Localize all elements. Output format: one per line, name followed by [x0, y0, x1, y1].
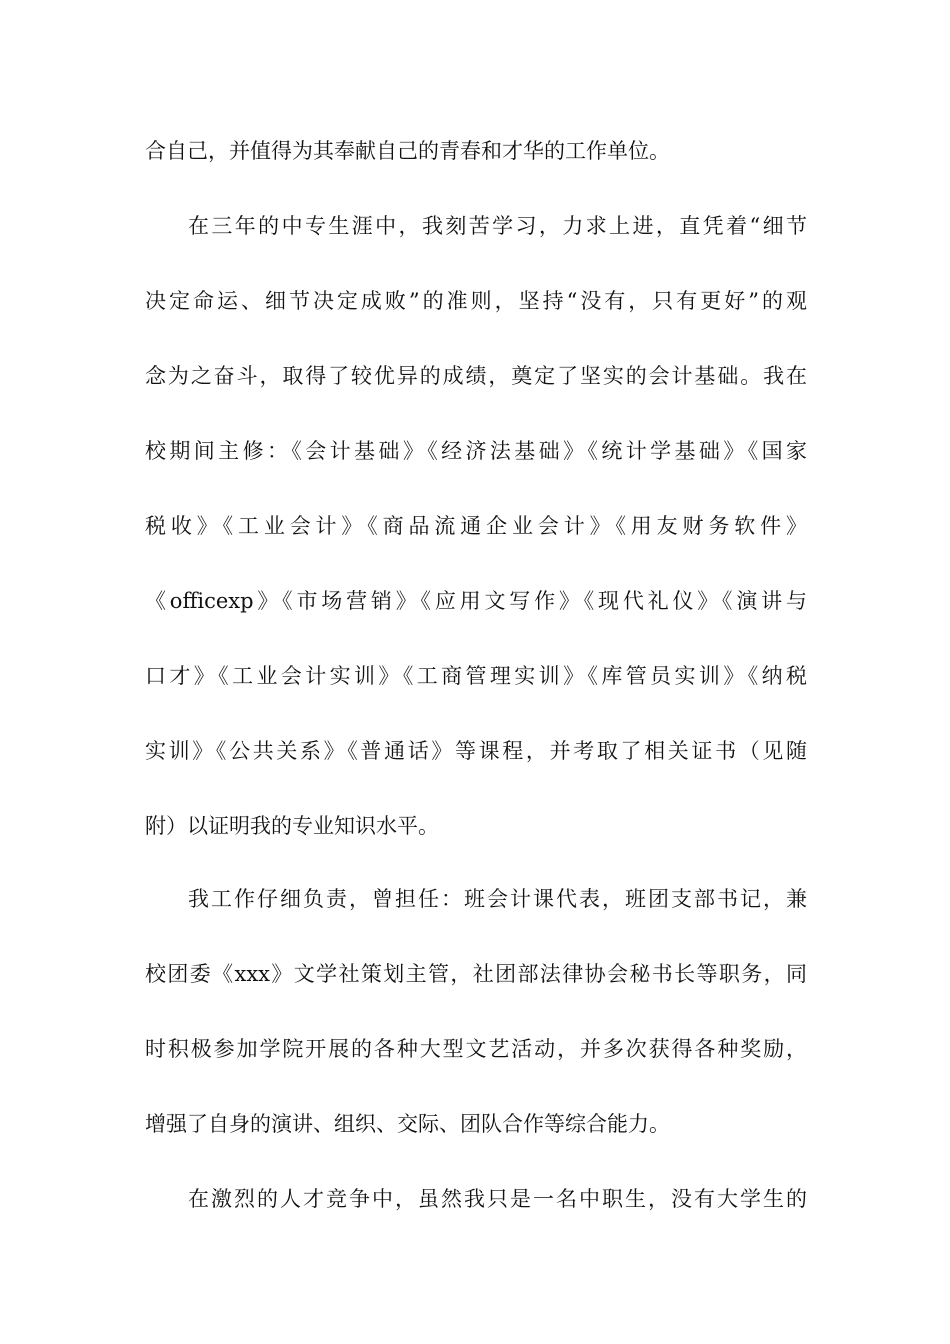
text-line: 合自己，并值得为其奉献自己的青春和才华的工作单位。 [145, 139, 670, 163]
text-line: 附）以证明我的专业知识水平。 [145, 814, 439, 838]
text-line: 《officexp》《市场营销》《应用文写作》《现代礼仪》《演讲与 [145, 589, 807, 613]
text-line: 税收》《工业会计》《商品流通企业会计》《用友财务软件》 [145, 514, 807, 538]
paragraph-first-line: 我工作仔细负责，曾担任：班会计课代表，班团支部书记，兼 [188, 887, 807, 911]
text-line: 校团委《xxx》文学社策划主管，社团部法律协会秘书长等职务，同 [145, 962, 807, 986]
text-line: 增强了自身的演讲、组织、交际、团队合作等综合能力。 [145, 1112, 670, 1136]
text-line: 校期间主修：《会计基础》《经济法基础》《统计学基础》《国家 [145, 439, 807, 463]
text-line: 时积极参加学院开展的各种大型文艺活动，并多次获得各种奖励， [145, 1037, 807, 1061]
text-line: 决定命运、细节决定成败”的准则，坚持“没有，只有更好”的观 [145, 289, 807, 313]
text-line: 口才》《工业会计实训》《工商管理实训》《库管员实训》《纳税 [145, 664, 807, 688]
paragraph-first-line: 在三年的中专生涯中，我刻苦学习，力求上进，直凭着“细节 [188, 214, 807, 238]
text-line: 念为之奋斗，取得了较优异的成绩，奠定了坚实的会计基础。我在 [145, 364, 807, 388]
paragraph-first-line: 在激烈的人才竞争中，虽然我只是一名中职生，没有大学生的 [188, 1187, 807, 1211]
text-line: 实训》《公共关系》《普通话》等课程，并考取了相关证书（见随 [145, 739, 807, 763]
